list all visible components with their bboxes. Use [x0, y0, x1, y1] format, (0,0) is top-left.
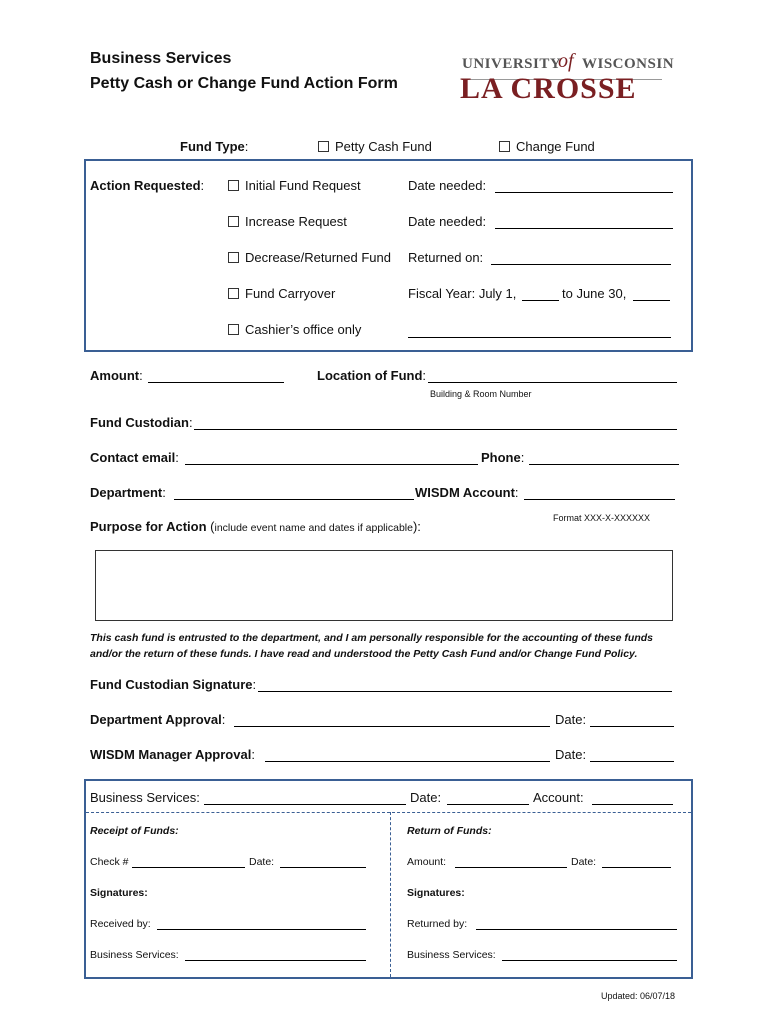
fund-type-label: Fund Type: — [180, 139, 249, 154]
wisdm-account-label: WISDM Account: — [415, 485, 519, 500]
logo-la-crosse: LA CROSSE — [460, 72, 637, 105]
business-account-label: Account: — [533, 790, 584, 805]
initial-fund-request-option[interactable]: Initial Fund Request — [228, 178, 361, 193]
returned-on-field[interactable] — [491, 264, 671, 265]
checkbox-icon[interactable] — [228, 252, 239, 263]
form-title: Petty Cash or Change Fund Action Form — [90, 75, 398, 92]
purpose-textarea[interactable] — [95, 550, 673, 621]
returned-by-field[interactable] — [476, 929, 677, 930]
checkbox-icon[interactable] — [228, 288, 239, 299]
return-business-services-field[interactable] — [502, 960, 677, 961]
checkbox-icon[interactable] — [318, 141, 329, 152]
business-date-field[interactable] — [447, 804, 529, 805]
department-approval-date-field[interactable] — [590, 726, 674, 727]
action-requested-label: Action Requested: — [90, 178, 205, 193]
amount-label: Amount: — [90, 368, 143, 383]
custodian-signature-label: Fund Custodian Signature: — [90, 677, 257, 692]
receipt-of-funds-title: Receipt of Funds: — [90, 825, 179, 837]
fund-custodian-field[interactable] — [194, 429, 677, 430]
return-signatures-label: Signatures: — [407, 887, 465, 899]
amount-field[interactable] — [148, 382, 284, 383]
increase-request-option[interactable]: Increase Request — [228, 214, 347, 229]
date-needed-label: Date needed: — [408, 178, 487, 193]
department-approval-field[interactable] — [234, 726, 550, 727]
check-number-field[interactable] — [132, 867, 245, 868]
checkbox-icon[interactable] — [228, 180, 239, 191]
location-of-fund-label: Location of Fund: — [317, 368, 427, 383]
department-approval-label: Department Approval: — [90, 712, 226, 727]
wisdm-format-hint: Format XXX-X-XXXXXX — [553, 513, 651, 523]
wisdm-manager-approval-field[interactable] — [265, 761, 550, 762]
wisdm-approval-date-field[interactable] — [590, 761, 674, 762]
receipt-business-services-label: Business Services: — [90, 949, 179, 961]
receipt-date-label: Date: — [249, 856, 275, 868]
business-services-field[interactable] — [204, 804, 406, 805]
wisdm-account-field[interactable] — [524, 499, 675, 500]
returned-by-label: Returned by: — [407, 918, 468, 930]
receipt-signatures-label: Signatures: — [90, 887, 148, 899]
university-logo — [458, 50, 675, 105]
purpose-label: Purpose for Action (include event name and dates if applicable): — [90, 519, 421, 534]
return-amount-label: Amount: — [407, 856, 447, 868]
checkbox-icon[interactable] — [228, 324, 239, 335]
business-box-column-divider — [390, 812, 391, 977]
change-fund-option[interactable]: Change Fund — [499, 139, 595, 154]
phone-label: Phone: — [481, 450, 525, 465]
return-date-field[interactable] — [602, 867, 671, 868]
fund-carryover-option[interactable]: Fund Carryover — [228, 286, 335, 301]
phone-field[interactable] — [529, 464, 679, 465]
custodian-signature-field[interactable] — [258, 691, 672, 692]
checkbox-icon[interactable] — [499, 141, 510, 152]
wisdm-approval-date-label: Date: — [555, 747, 587, 762]
received-by-label: Received by: — [90, 918, 151, 930]
fiscal-year-end-field[interactable] — [633, 300, 670, 301]
wisdm-manager-approval-label: WISDM Manager Approval: — [90, 747, 255, 762]
business-date-label: Date: — [410, 790, 442, 805]
responsibility-statement-line2: and/or the return of these funds. I have read and understood the Petty Cash Fund and/or Change Fund Policy. — [90, 648, 638, 660]
logo-wisconsin: WISCONSIN — [582, 56, 675, 72]
return-business-services-label: Business Services: — [407, 949, 496, 961]
department-field[interactable] — [174, 499, 414, 500]
responsibility-statement-line1: This cash fund is entrusted to the department, and I am personally responsible for the accounting of these funds — [90, 632, 653, 644]
decrease-returned-fund-option[interactable]: Decrease/Returned Fund — [228, 250, 391, 265]
location-of-fund-field[interactable] — [428, 382, 677, 383]
received-by-field[interactable] — [157, 929, 366, 930]
logo-university: UNIVERSITY — [462, 56, 562, 72]
receipt-business-services-field[interactable] — [185, 960, 366, 961]
return-of-funds-title: Return of Funds: — [407, 825, 492, 837]
return-date-label: Date: — [571, 856, 597, 868]
fiscal-year-label: Fiscal Year: July 1, — [408, 286, 517, 301]
date-needed-field[interactable] — [495, 192, 673, 193]
form-org-title: Business Services — [90, 50, 232, 67]
date-needed-field[interactable] — [495, 228, 673, 229]
fund-custodian-label: Fund Custodian: — [90, 415, 193, 430]
business-services-label: Business Services: — [90, 790, 200, 805]
fiscal-year-start-field[interactable] — [522, 300, 559, 301]
checkbox-icon[interactable] — [228, 216, 239, 227]
business-box-divider — [86, 812, 691, 813]
to-june-label: to June 30, — [562, 286, 627, 301]
cashiers-office-field[interactable] — [408, 337, 671, 338]
logo-of: of — [558, 50, 574, 72]
updated-date: Updated: 06/07/18 — [601, 991, 676, 1001]
contact-email-field[interactable] — [185, 464, 478, 465]
location-hint: Building & Room Number — [430, 389, 532, 399]
department-label: Department: — [90, 485, 166, 500]
check-number-label: Check # — [90, 856, 129, 868]
cashiers-office-only-option[interactable]: Cashier’s office only — [228, 322, 361, 337]
receipt-date-field[interactable] — [280, 867, 366, 868]
return-amount-field[interactable] — [455, 867, 567, 868]
business-account-field[interactable] — [592, 804, 673, 805]
returned-on-label: Returned on: — [408, 250, 484, 265]
date-needed-label: Date needed: — [408, 214, 487, 229]
department-approval-date-label: Date: — [555, 712, 587, 727]
contact-email-label: Contact email: — [90, 450, 179, 465]
petty-cash-fund-option[interactable]: Petty Cash Fund — [318, 139, 432, 154]
